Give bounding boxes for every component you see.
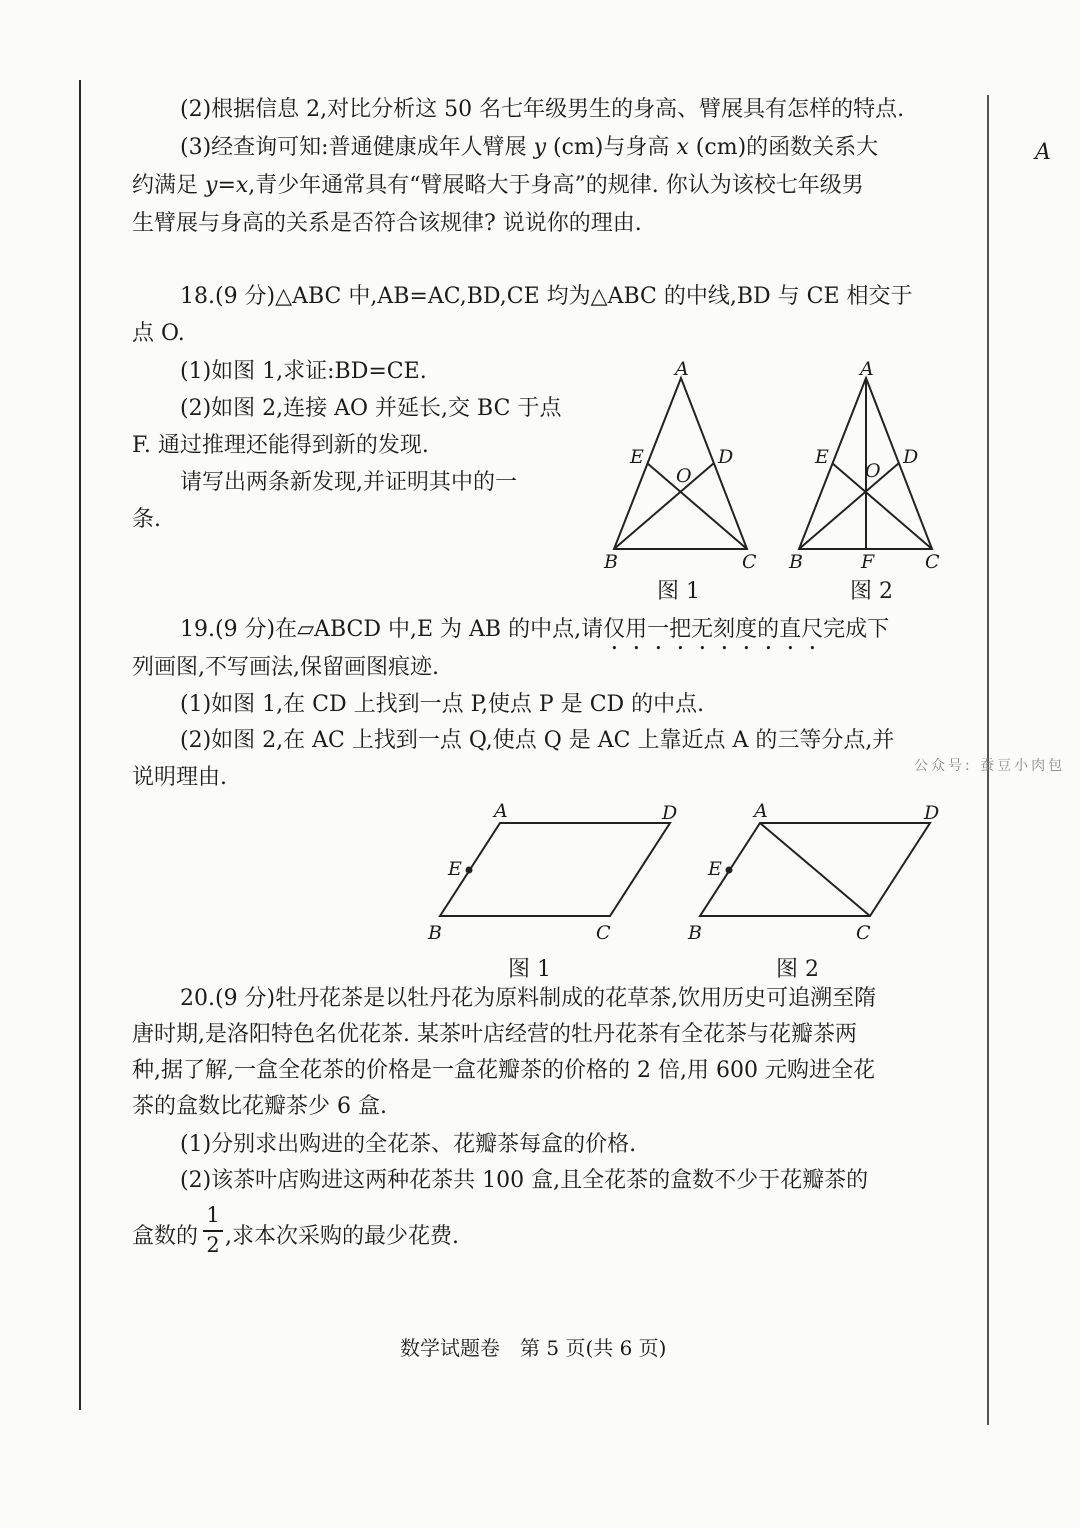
diagonal-ac xyxy=(760,823,870,916)
label-e: E xyxy=(448,858,462,880)
q19-stem-line2: 列画图,不写画法,保留画图痕迹. xyxy=(132,655,439,680)
label-e: E xyxy=(815,446,829,468)
label-o: O xyxy=(865,460,881,482)
label-e: E xyxy=(708,858,722,880)
watermark: 公众号: 蚕豆小肉包 xyxy=(914,758,1066,774)
left-margin-line xyxy=(79,80,81,1410)
label-d: D xyxy=(924,802,940,824)
point-e xyxy=(726,867,733,874)
q17-part2: (2)根据信息 2,对比分析这 50 名七年级男生的身高、臂展具有怎样的特点. xyxy=(180,97,905,122)
q17-part3-line3: 生臂展与身高的关系是否符合该规律? 说说你的理由. xyxy=(132,211,642,236)
q20-part2-line2-a: 盒数的 xyxy=(132,1224,199,1249)
label-a: A xyxy=(860,358,874,380)
label-c: C xyxy=(856,922,871,944)
label-a: A xyxy=(675,358,689,380)
q19-fig2-caption: 图 2 xyxy=(776,957,819,982)
q20-stem-line2: 唐时期,是洛阳特色名优花茶. 某茶叶店经营的牡丹花茶有全花茶与花瓣茶两 xyxy=(132,1022,857,1047)
label-f: F xyxy=(861,551,875,573)
point-e xyxy=(466,867,473,874)
q18-part1: (1)如图 1,求证:BD=CE. xyxy=(180,359,427,384)
fraction-denominator: 2 xyxy=(206,1233,220,1257)
q18-part2-line1: (2)如图 2,连接 AO 并延长,交 BC 于点 xyxy=(180,396,562,421)
q20-stem-line1: 20.(9 分)牡丹花茶是以牡丹花为原料制成的花草茶,饮用历史可追溯至隋 xyxy=(180,986,877,1011)
label-c: C xyxy=(742,551,757,573)
fraction-numerator: 1 xyxy=(206,1203,220,1227)
label-b: B xyxy=(428,922,442,944)
label-b: B xyxy=(604,551,618,573)
q18-fig1-caption: 图 1 xyxy=(657,579,700,604)
q19-figure-1 xyxy=(420,798,690,948)
fraction-bar xyxy=(203,1230,223,1232)
q20-stem-line3: 种,据了解,一盒全花茶的价格是一盒花瓣茶的价格的 2 倍,用 600 元购进全花 xyxy=(132,1058,875,1083)
parallelogram-abcd xyxy=(440,823,670,916)
page-footer: 数学试题卷 第 5 页(共 6 页) xyxy=(400,1336,667,1360)
label-a: A xyxy=(494,800,508,822)
q20-stem-line4: 茶的盒数比花瓣茶少 6 盒. xyxy=(132,1094,387,1119)
label-d: D xyxy=(718,446,734,468)
q19-figure-2 xyxy=(680,798,950,948)
median-ce xyxy=(832,463,932,549)
label-b: B xyxy=(688,922,702,944)
q18-part2-line2: F. 通过推理还能得到新的发现. xyxy=(132,433,429,458)
q19-stem-line1: 19.(9 分)在▱ABCD 中,E 为 AB 的中点,请仅用一把无刻度的直尺完成下 xyxy=(180,617,890,642)
label-a: A xyxy=(754,800,768,822)
margin-letter: A xyxy=(1035,140,1051,165)
q18-part3-line2: 条. xyxy=(132,507,161,532)
label-b: B xyxy=(789,551,803,573)
label-e: E xyxy=(630,446,644,468)
q18-stem-line1: 18.(9 分)△ABC 中,AB=AC,BD,CE 均为△ABC 的中线,BD 与 CE 相交于 xyxy=(180,284,913,309)
q18-figure-1 xyxy=(590,355,770,575)
q18-figure-2 xyxy=(775,355,955,575)
q17-part3-line2: 约满足 y=x,青少年通常具有“臂展略大于身高”的规律. 你认为该校七年级男 xyxy=(132,173,864,198)
q20-part2-line1: (2)该茶叶店购进这两种花茶共 100 盒,且全花茶的盒数不少于花瓣茶的 xyxy=(180,1168,869,1193)
fraction-one-half xyxy=(203,1203,223,1265)
emphasis-text: 仅用一把无刻度的直尺 xyxy=(603,617,824,642)
median-bd xyxy=(614,463,714,549)
median-bd xyxy=(799,463,899,549)
q17-part3-line1: (3)经查询可知:普通健康成年人臂展 y (cm)与身高 x (cm)的函数关系大 xyxy=(180,135,879,160)
label-c: C xyxy=(596,922,611,944)
q18-fig2-caption: 图 2 xyxy=(850,579,893,604)
label-o: O xyxy=(676,465,692,487)
q20-part2-line2-b: ,求本次采购的最少花费. xyxy=(225,1224,459,1249)
q18-stem-line2: 点 O. xyxy=(132,321,185,346)
q19-part2-line2: 说明理由. xyxy=(132,765,227,790)
q20-part1: (1)分别求出购进的全花茶、花瓣茶每盒的价格. xyxy=(180,1132,637,1157)
q19-part1: (1)如图 1,在 CD 上找到一点 P,使点 P 是 CD 的中点. xyxy=(180,692,705,717)
q19-part2-line1: (2)如图 2,在 AC 上找到一点 Q,使点 Q 是 AC 上靠近点 A 的三等分点,并 xyxy=(180,728,895,753)
median-ce xyxy=(647,463,747,549)
label-c: C xyxy=(925,551,940,573)
label-d: D xyxy=(662,802,678,824)
q19-fig1-caption: 图 1 xyxy=(508,957,551,982)
label-d: D xyxy=(903,446,919,468)
q18-part3-line1: 请写出两条新发现,并证明其中的一 xyxy=(180,470,517,495)
